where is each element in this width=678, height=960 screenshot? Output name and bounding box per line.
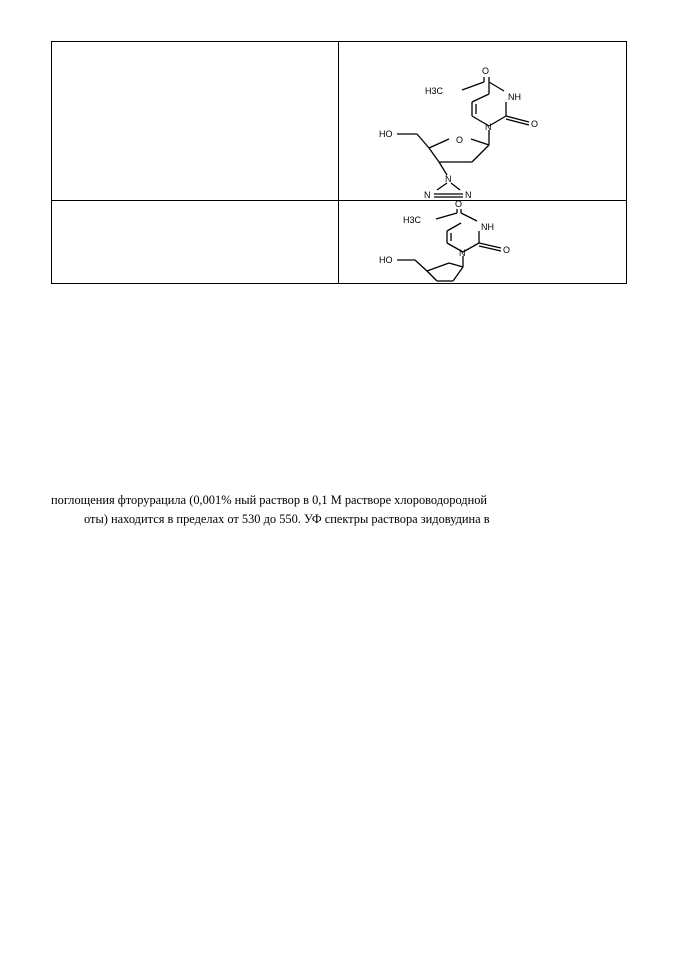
body-paragraph [51, 491, 631, 529]
table-cell-row2-structure [339, 201, 626, 283]
ring-oxygen-label: O [456, 135, 464, 145]
paragraph-line-1: поглощения фторурацила (0,001% ный раствор в 0,1 М растворе хлороводородной [51, 493, 488, 507]
carbonyl-top-label: O [455, 201, 463, 209]
table-cell-row2-name [52, 201, 338, 283]
methyl-label: H3C [403, 215, 422, 225]
ring-nitrogen-label: N [485, 122, 492, 132]
carbonyl-top-label: O [482, 66, 490, 76]
structure-table [51, 41, 627, 284]
stavudine-structure-image [339, 201, 626, 283]
table-cell-row1-structure [339, 42, 626, 200]
paragraph-line-2: оты) находится в пределах от 530 до 550. УФ спектры раствора зидовудина в [84, 512, 490, 526]
azide-n1-label: N [445, 174, 452, 184]
zidovudine-structure-image [339, 42, 626, 200]
carbonyl-right-label: O [503, 245, 511, 255]
table-cell-row1-name [52, 42, 338, 200]
nh-label: NH [508, 92, 521, 102]
ring-nitrogen-label: N [459, 248, 466, 258]
hydroxyl-label: HO [379, 129, 393, 139]
azide-n2-label: N [424, 190, 431, 200]
nh-label: NH [481, 222, 494, 232]
azide-n3-label: N [465, 190, 472, 200]
carbonyl-right-label: O [531, 119, 539, 129]
hydroxyl-label: HO [379, 255, 393, 265]
methyl-label: H3C [425, 86, 444, 96]
